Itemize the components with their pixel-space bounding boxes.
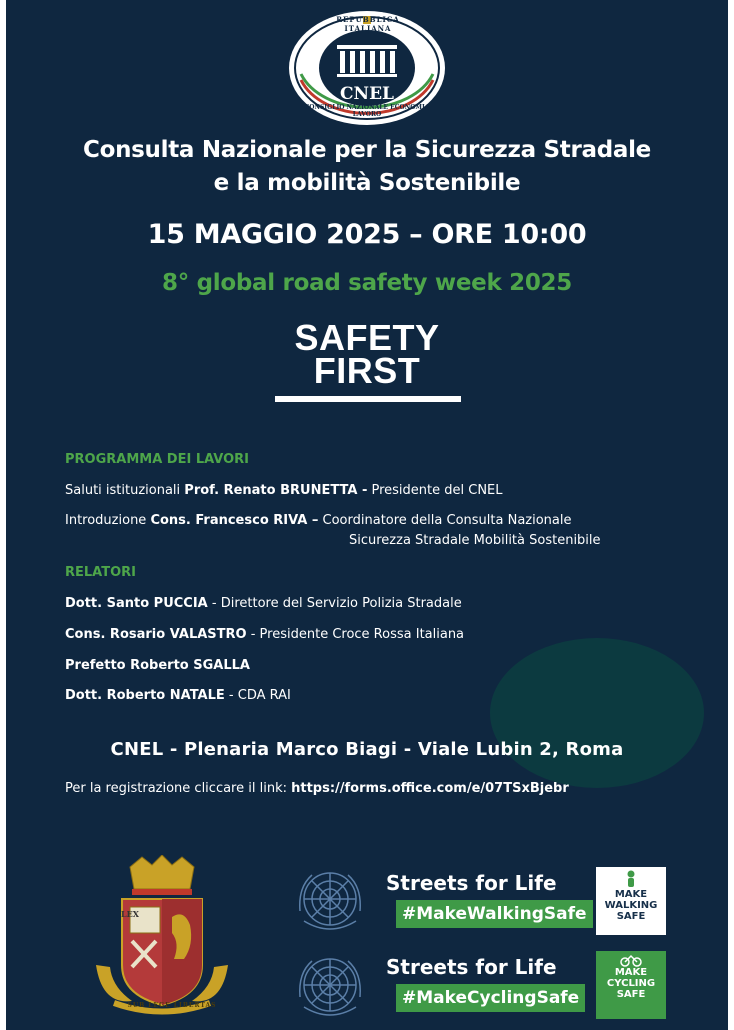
title-underline	[275, 396, 461, 402]
police-crest-icon	[92, 855, 232, 1015]
hashtag-cycling: #MakeCyclingSafe	[396, 984, 585, 1012]
programma-item	[65, 483, 503, 498]
logo-acronym: CNEL	[340, 84, 394, 104]
relatori-heading: RELATORI	[65, 565, 136, 580]
relatore-item	[65, 596, 462, 611]
badge-line: SAFE	[616, 989, 646, 1000]
hashtag-walking: #MakeWalkingSafe	[396, 900, 593, 928]
programma-heading: PROGRAMMA DEI LAVORI	[65, 452, 250, 467]
relatore-item	[65, 627, 464, 642]
registration-line	[65, 781, 569, 796]
speaker-name: Cons. Rosario VALASTRO	[65, 627, 247, 642]
speaker-name: Dott. Roberto NATALE	[65, 688, 225, 703]
programma-prefix: Saluti istituzionali	[65, 483, 185, 498]
badge-line: MAKE	[614, 889, 648, 900]
safety-first-line-2: FIRST	[313, 350, 421, 391]
title-line-2: e la mobilità Sostenibile	[213, 170, 521, 196]
speaker-name: Dott. Santo PUCCIA	[65, 596, 208, 611]
speaker-role: - Presidente Croce Rossa Italiana	[246, 627, 465, 642]
make-walking-safe-badge	[596, 867, 666, 935]
programma-prefix: Introduzione	[65, 513, 151, 528]
event-date: 15 MAGGIO 2025 – ORE 10:00	[147, 219, 587, 250]
speaker-name: Prof. Renato BRUNETTA -	[184, 483, 368, 498]
badge-line: WALKING	[604, 900, 658, 911]
speaker-name: Cons. Francesco RIVA –	[150, 513, 319, 528]
logo-ring-text: REPUBBLICA ITALIANA	[336, 15, 400, 33]
badge-line: MAKE	[614, 967, 648, 978]
speaker-role: Presidente del CNEL	[367, 483, 503, 498]
registration-link[interactable]: https://forms.office.com/e/07TSxBjebr	[291, 781, 569, 796]
crest-book-text: LEX	[121, 909, 139, 919]
registration-text: Per la registrazione cliccare il link:	[65, 781, 292, 796]
event-poster	[6, 0, 728, 1030]
speaker-role: - Direttore del Servizio Polizia Stradale	[207, 596, 462, 611]
make-cycling-safe-badge	[596, 951, 666, 1019]
decorative-blob	[490, 638, 704, 788]
un-emblem-icon	[290, 863, 370, 939]
walking-person-icon	[596, 867, 666, 889]
global-week-title: 8° global road safety week 2025	[162, 270, 572, 296]
relatore-item	[65, 658, 250, 673]
cyclist-icon	[596, 951, 666, 967]
logo-lower-text: CONSIGLIO NAZIONALE ECONOMIA LAVORO	[304, 104, 430, 118]
speaker-name: Prefetto Roberto SGALLA	[65, 658, 250, 673]
programma-item	[65, 513, 572, 528]
title-line-1: Consulta Nazionale per la Sicurezza Stradale	[83, 137, 651, 163]
speaker-role-line-2: Sicurezza Stradale Mobilità Sostenibile	[349, 533, 601, 548]
crest-motto: SUB LEGE LIBERTAS	[127, 1002, 217, 1009]
campaign-title: Streets for Life	[386, 955, 557, 979]
badge-line: SAFE	[616, 911, 646, 922]
speaker-role: - CDA RAI	[224, 688, 291, 703]
speaker-role: Coordinatore della Consulta Nazionale	[318, 513, 572, 528]
un-emblem-icon	[290, 949, 370, 1025]
relatore-item	[65, 688, 291, 703]
safety-first-line-1: SAFETY	[294, 317, 440, 358]
campaign-title: Streets for Life	[386, 871, 557, 895]
venue-address: CNEL - Plenaria Marco Biagi - Viale Lubin 2, Roma	[110, 739, 624, 760]
badge-line: CYCLING	[606, 978, 656, 989]
